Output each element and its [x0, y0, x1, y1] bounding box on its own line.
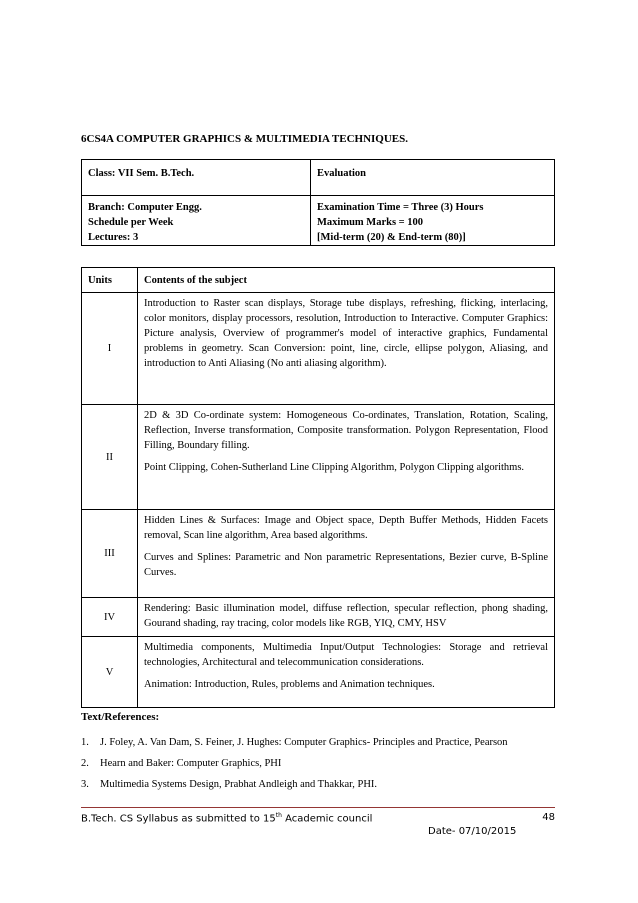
reference-text: J. Foley, A. Van Dam, S. Feiner, J. Hughes: Computer Graphics- Principles and Practice, Pearson: [100, 737, 508, 748]
unit-contents: [138, 598, 555, 637]
branch-line: Branch: Computer Engg.: [88, 202, 202, 213]
references-list: [81, 736, 541, 799]
document-title: 6CS4A COMPUTER GRAPHICS & MULTIMEDIA TECHNIQUES.: [81, 133, 408, 145]
reference-text: Multimedia Systems Design, Prabhat Andleigh and Thakkar, PHI.: [100, 779, 378, 790]
page-number: 48: [542, 812, 555, 823]
table-row: [82, 293, 555, 405]
table-row: [82, 510, 555, 598]
unit-paragraph: Point Clipping, Cohen-Sutherland Line Clipping Algorithm, Polygon Clipping algorithms.: [144, 462, 525, 473]
unit-number: II: [82, 405, 138, 510]
list-item: [81, 778, 541, 792]
footer-superscript: th: [275, 812, 282, 819]
reference-number: 1.: [81, 737, 89, 748]
branch-cell: [82, 196, 311, 246]
unit-contents: [138, 637, 555, 708]
table-row: [82, 637, 555, 708]
unit-number: III: [82, 510, 138, 598]
unit-number: IV: [82, 598, 138, 637]
references-heading: Text/References:: [81, 711, 160, 723]
list-item: [81, 757, 541, 771]
list-item: [81, 736, 541, 750]
table-row: [82, 598, 555, 637]
unit-contents: [138, 293, 555, 405]
footer-text-end: Academic council: [281, 813, 373, 825]
footer-date: Date- 07/10/2015: [428, 826, 517, 837]
class-info-table: [81, 159, 555, 246]
unit-paragraph: Rendering: Basic illumination model, diffuse reflection, specular reflection, phong shading, Gourand shading, ray tracing, color models like RGB, YIQ, CMY, HSV: [144, 603, 548, 629]
unit-number: I: [82, 293, 138, 405]
reference-number: 3.: [81, 779, 89, 790]
unit-paragraph: Curves and Splines: Parametric and Non parametric Representations, Bezier curve, B-Spline Curves.: [144, 552, 548, 578]
reference-text: Hearn and Baker: Computer Graphics, PHI: [100, 758, 282, 769]
unit-paragraph: Hidden Lines & Surfaces: Image and Object space, Depth Buffer Methods, Hidden Facets removal, Scan line algorithm, Area based algorithms.: [144, 515, 548, 541]
unit-contents: [138, 510, 555, 598]
class-cell: Class: VII Sem. B.Tech.: [82, 160, 311, 196]
unit-number: V: [82, 637, 138, 708]
reference-number: 2.: [81, 758, 89, 769]
contents-header: Contents of the subject: [138, 268, 555, 293]
lectures-line: Lectures: 3: [88, 232, 139, 243]
unit-paragraph: 2D & 3D Co-ordinate system: Homogeneous Co-ordinates, Translation, Rotation, Scaling, Reflection, Inverse transformation, Composite transformation. Polygon Representation, Flood Filling, Boundary filling.: [144, 410, 548, 451]
table-row: [82, 405, 555, 510]
max-marks-line: Maximum Marks = 100: [317, 217, 424, 228]
unit-paragraph: Animation: Introduction, Rules, problems and Animation techniques.: [144, 679, 435, 690]
unit-paragraph: Introduction to Raster scan displays, Storage tube displays, refreshing, flicking, interlacing, color monitors, display processors, resolution, Introduction to Interactive. Computer Graphics: Picture analysis, Overview of programmer's model of interactive graphics, Fundamental problems in geometry. Scan Conversion: point, line, circle, ellipse polygon, Aliasing, and introduction to Anti Aliasing (No anti aliasing algorithm).: [144, 298, 548, 369]
exam-time-line: Examination Time = Three (3) Hours: [317, 202, 484, 213]
units-table: [81, 267, 555, 708]
units-header: Units: [82, 268, 138, 293]
footer-divider: [81, 807, 555, 808]
unit-contents: [138, 405, 555, 510]
exam-cell: [311, 196, 555, 246]
schedule-line: Schedule per Week: [88, 217, 174, 228]
footer-text-start: B.Tech. CS Syllabus as submitted to 15: [81, 813, 276, 825]
unit-paragraph: Multimedia components, Multimedia Input/Output Technologies: Storage and retrieval technologies, Architectural and telecommunication considerations.: [144, 642, 548, 668]
marks-split-line: [Mid-term (20) & End-term (80)]: [317, 232, 466, 243]
footer-syllabus-text: [81, 812, 372, 824]
evaluation-cell: Evaluation: [311, 160, 555, 196]
